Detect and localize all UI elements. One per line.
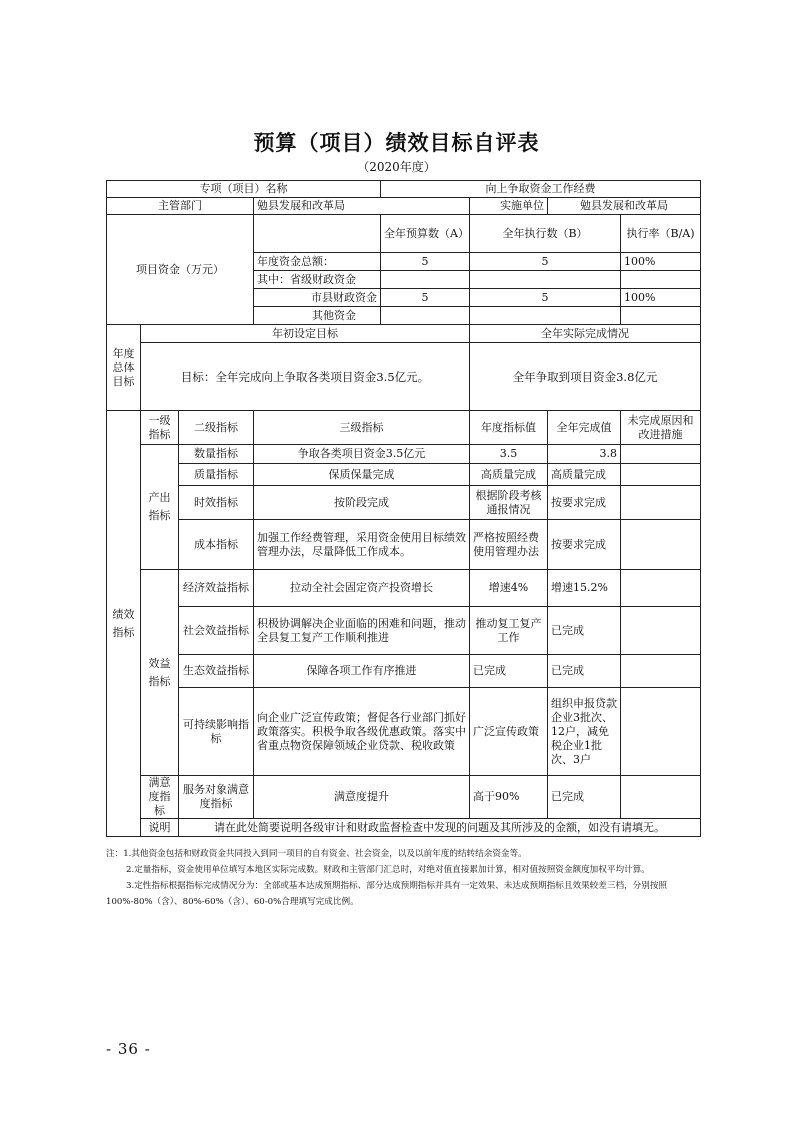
funds-row-rate: 100% (621, 253, 701, 271)
funds-row-label: 年度资金总额： (254, 253, 381, 271)
header-level1: 一级指标 (141, 411, 179, 445)
annual-cell: 严格按照经费使用管理办法 (470, 520, 548, 570)
remark-text: 请在此处简要说明各级审计和财政监督检查中发现的问题及其所涉及的金额，如没有请填无。 (179, 819, 701, 837)
annual-cell: 广泛宣传政策 (470, 688, 548, 776)
satisfaction-label: 满意度指标 (141, 776, 179, 819)
actual-cell: 增速15.2% (548, 570, 621, 607)
project-name-value: 向上争取资金工作经费 (381, 181, 701, 198)
remark-label: 说明 (141, 819, 179, 837)
funds-row-rate: 100% (621, 289, 701, 307)
header-level3: 三级指标 (254, 411, 470, 445)
level3-cell: 加强工作经费管理，采用资金使用目标绩效管理办法，尽量降低工作成本。 (254, 520, 470, 570)
output-label: 产出指标 (141, 445, 179, 570)
overall-label: 年度总体目标 (107, 325, 141, 411)
level2-cell: 经济效益指标 (179, 570, 254, 607)
level3-cell: 保质保量完成 (254, 464, 470, 486)
level3-cell: 积极协调解决企业面临的困难和问题，推动全县复工复产工作顺利推进 (254, 607, 470, 655)
header-level2: 二级指标 (179, 411, 254, 445)
actual-cell: 已完成 (548, 607, 621, 655)
indicators-section-label: 绩效指标 (107, 411, 141, 837)
benefit-label: 效益指标 (141, 570, 179, 776)
annual-cell: 3.5 (470, 445, 548, 464)
level3-cell: 按阶段完成 (254, 486, 470, 520)
funds-row-label: 其中：省级财政资金 (254, 271, 381, 289)
level2-cell: 生态效益指标 (179, 655, 254, 688)
annual-cell: 已完成 (470, 655, 548, 688)
level3-cell: 争取各类项目资金3.5亿元 (254, 445, 470, 464)
level3-cell: 保障各项工作有序推进 (254, 655, 470, 688)
funds-row-budget (381, 307, 470, 325)
footnote: 2.定量指标，资金使用单位填写本地区实际完成数。财政和主管部门汇总时，对绝对值直接累加计算，相对值按照资金额度加权平均计算。 (126, 865, 650, 875)
year-subtitle: （2020年度） (357, 160, 436, 174)
funds-row-exec (470, 271, 621, 289)
actual-cell: 高质量完成 (548, 464, 621, 486)
header-actual: 全年完成值 (548, 411, 621, 445)
funds-row-label: 其他资金 (254, 307, 381, 325)
footnote: 3.定性指标根据指标完成情况分为：全部或基本达成预期指标、部分达成预期指标并具有一定效果、未达成预期指标且效果较差三档，分别按照100%-80%（含）、80%-60%（含）、60-0%合理填写完成比例。 (106, 881, 668, 907)
page-number: - 36 - (106, 1040, 151, 1058)
annual-cell: 增速4% (470, 570, 548, 607)
header-annual: 年度指标值 (470, 411, 548, 445)
funds-row-budget: 5 (381, 289, 470, 307)
funds-col-budget: 全年预算数（A） (381, 215, 470, 253)
annual-cell: 推动复工复产工作 (470, 607, 548, 655)
funds-row-exec: 5 (470, 253, 621, 271)
funds-col-exec: 全年执行数（B） (470, 215, 621, 253)
overall-actual-text: 全年争取到项目资金3.8亿元 (470, 343, 701, 411)
level2-cell: 时效指标 (179, 486, 254, 520)
reason-cell (621, 464, 701, 486)
annual-cell: 高于90% (470, 776, 548, 819)
annual-cell: 高质量完成 (470, 464, 548, 486)
reason-cell (621, 688, 701, 776)
funds-row-exec (470, 307, 621, 325)
self-evaluation-table (106, 180, 701, 837)
page-title: 预算（项目）绩效目标自评表 (253, 130, 540, 155)
actual-cell: 3.8 (548, 445, 621, 464)
level2-cell: 可持续影响指标 (179, 688, 254, 776)
reason-cell (621, 486, 701, 520)
reason-cell (621, 520, 701, 570)
level3-cell: 拉动全社会固定资产投资增长 (254, 570, 470, 607)
level3-cell: 向企业广泛宣传政策；督促各行业部门抓好政策落实。积极争取各级优惠政策。落实中省重点物资保障领域企业贷款、税收政策 (254, 688, 470, 776)
reason-cell (621, 655, 701, 688)
funds-label: 项目资金（万元） (107, 215, 254, 325)
level3-cell: 满意度提升 (254, 776, 470, 819)
actual-cell: 组织申报贷款企业3批次、12户，减免税企业1批次、3户 (548, 688, 621, 776)
level2-cell: 服务对象满意度指标 (179, 776, 254, 819)
funds-row-rate (621, 307, 701, 325)
overall-col-target: 年初设定目标 (141, 325, 470, 343)
funds-row-budget (381, 271, 470, 289)
level2-cell: 质量指标 (179, 464, 254, 486)
annual-cell: 根据阶段考核通报情况 (470, 486, 548, 520)
level2-cell: 数量指标 (179, 445, 254, 464)
footnote: 注：1.其他资金包括和财政资金共同投入到同一项目的自有资金、社会资金，以及以前年度的结转结余资金等。 (106, 849, 527, 859)
reason-cell (621, 776, 701, 819)
funds-col-rate: 执行率（B/A) (621, 215, 701, 253)
reason-cell (621, 570, 701, 607)
actual-cell: 已完成 (548, 776, 621, 819)
actual-cell: 按要求完成 (548, 486, 621, 520)
project-name-label: 专项（项目）名称 (107, 181, 381, 198)
actual-cell: 已完成 (548, 655, 621, 688)
overall-target-text: 目标：全年完成向上争取各类项目资金3.5亿元。 (141, 343, 470, 411)
header-reason: 未完成原因和改进措施 (621, 411, 701, 445)
dept-label: 主管部门 (107, 198, 254, 215)
funds-row-budget: 5 (381, 253, 470, 271)
funds-row-rate (621, 271, 701, 289)
impl-label: 实施单位 (470, 198, 548, 215)
impl-value: 勉县发展和改革局 (548, 198, 701, 215)
reason-cell (621, 445, 701, 464)
level2-cell: 成本指标 (179, 520, 254, 570)
level2-cell: 社会效益指标 (179, 607, 254, 655)
overall-col-actual: 全年实际完成情况 (470, 325, 701, 343)
footnotes (106, 846, 696, 910)
reason-cell (621, 607, 701, 655)
dept-value: 勉县发展和改革局 (254, 198, 470, 215)
funds-row-exec: 5 (470, 289, 621, 307)
actual-cell: 按要求完成 (548, 520, 621, 570)
funds-row-label: 市县财政资金 (254, 289, 381, 307)
